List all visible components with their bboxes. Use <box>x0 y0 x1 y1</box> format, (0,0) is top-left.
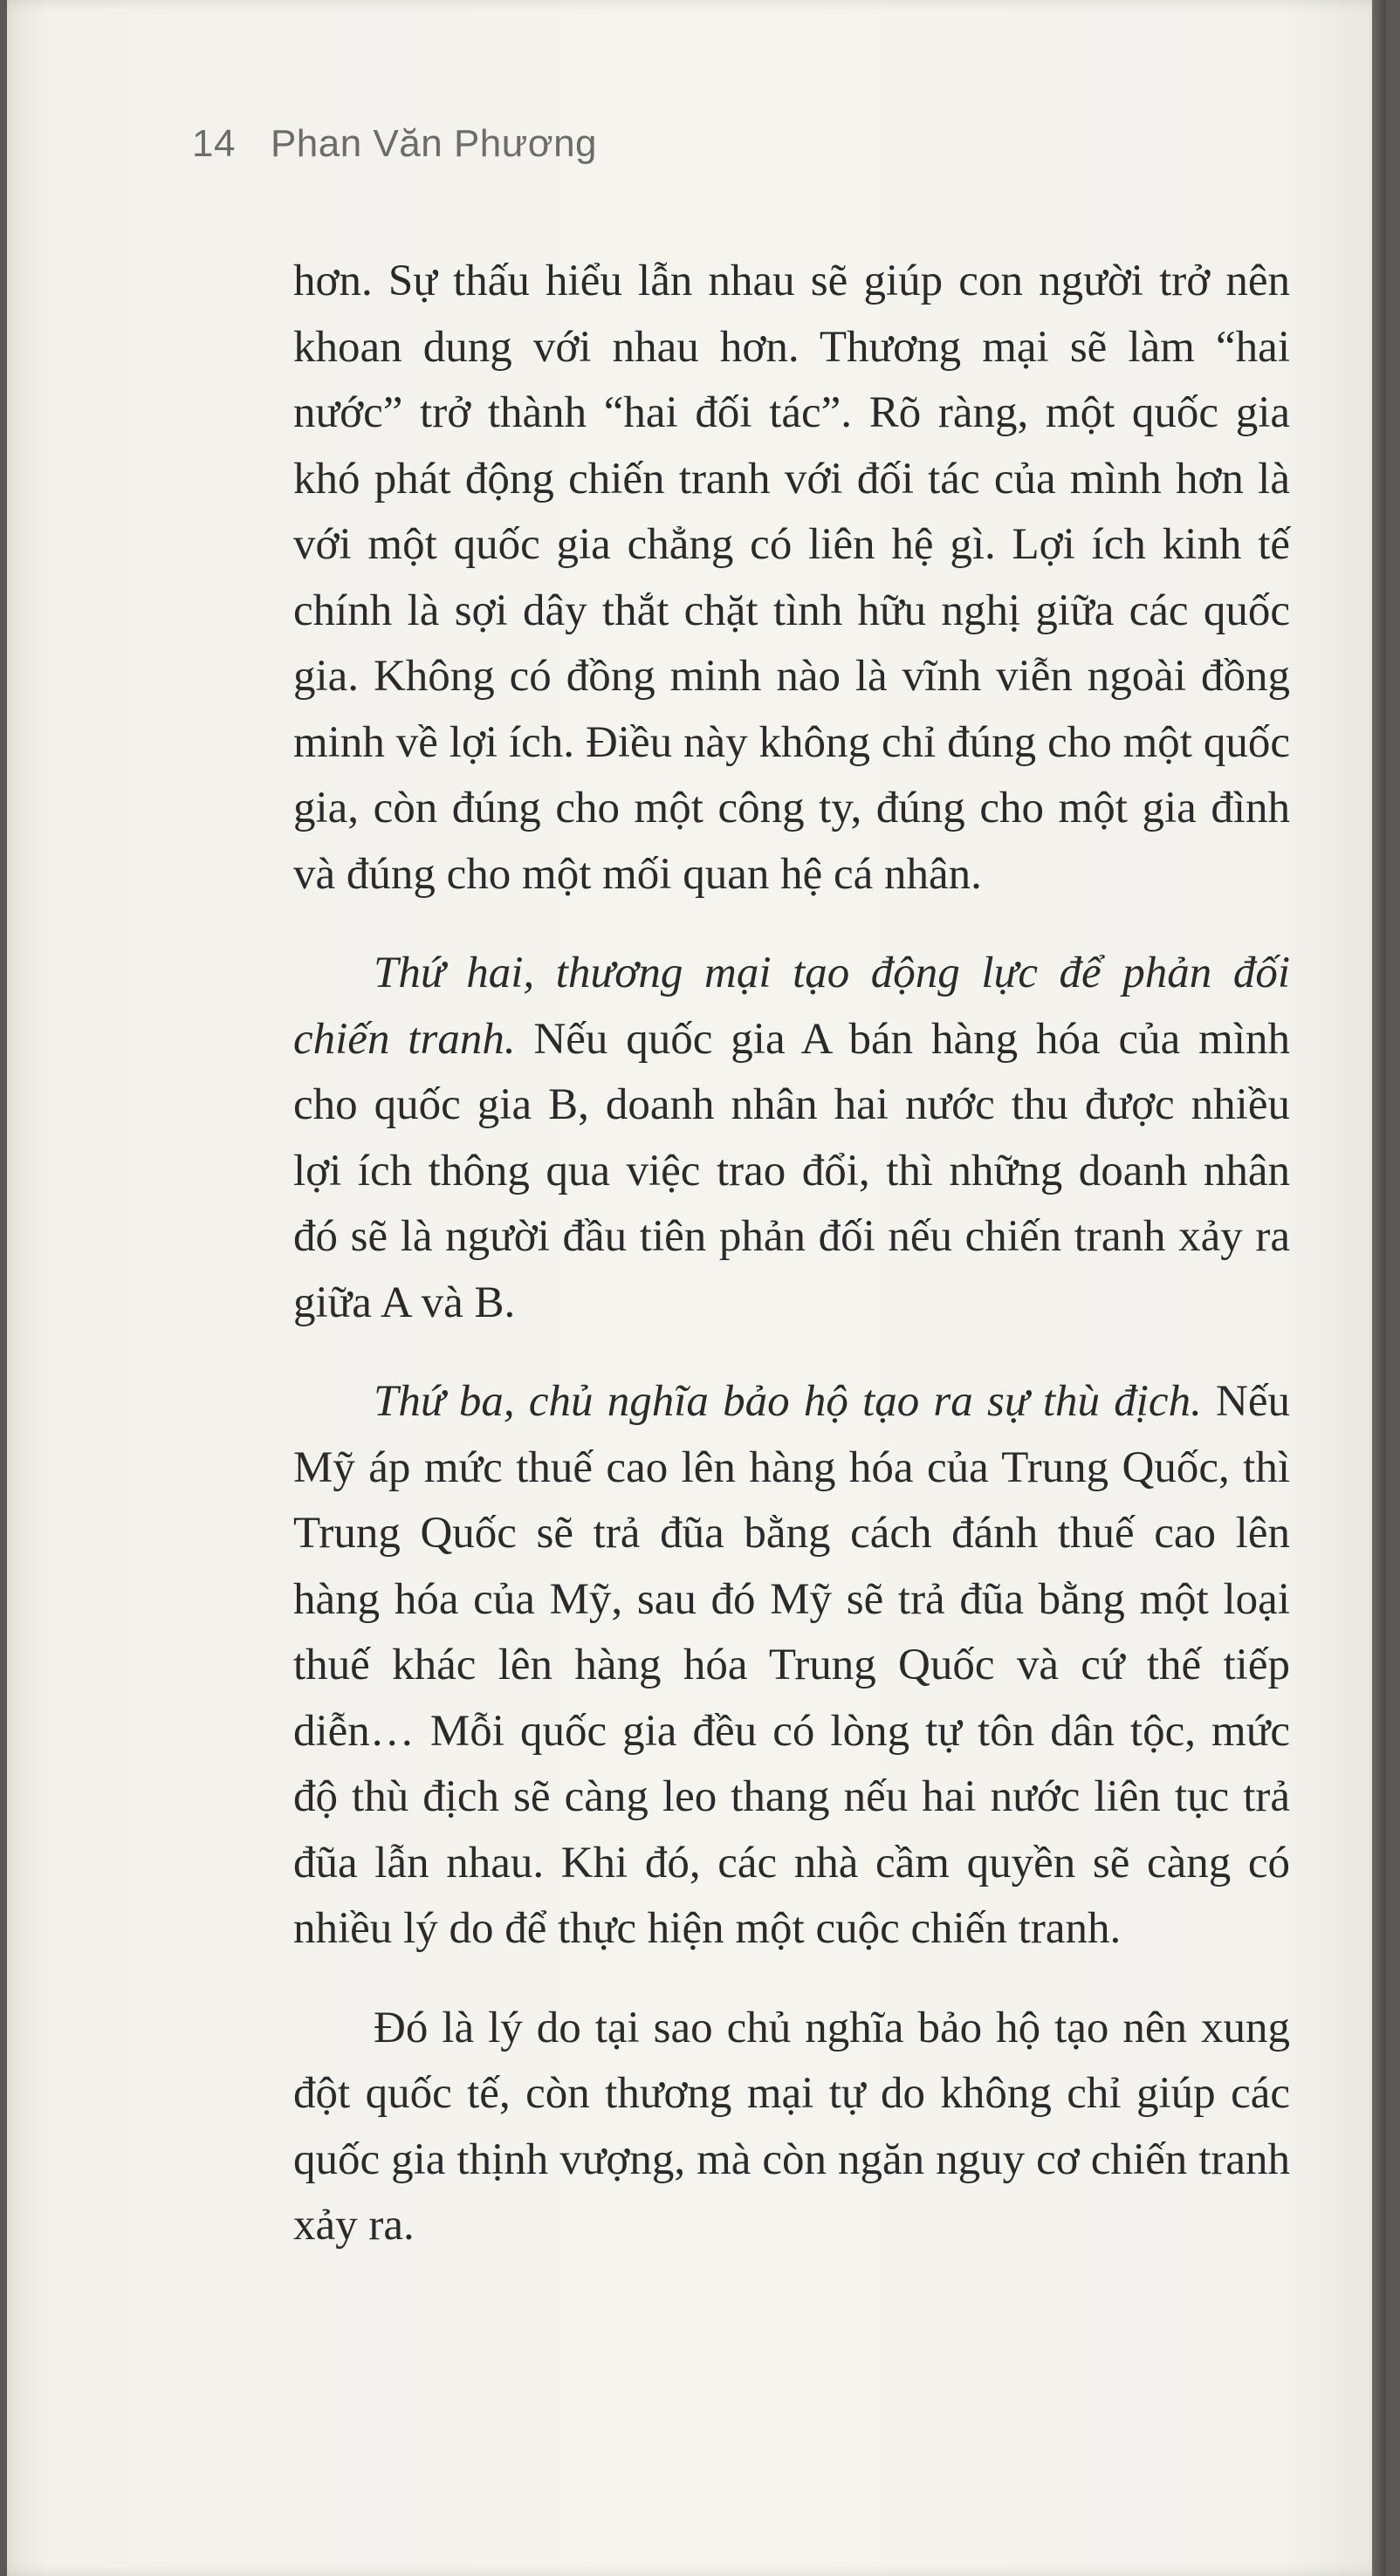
paragraph-3 <box>293 1369 1290 1963</box>
paragraph-3-text: Nếu Mỹ áp mức thuế cao lên hàng hóa của Trung Quốc, thì Trung Quốc sẽ trả đũa bằng cách đánh thuế cao lên hàng hóa của Mỹ, sau đó Mỹ sẽ trả đũa bằng một loại thuế khác lên hàng hóa Trung Quốc và cứ thế tiếp diễn… Mỗi quốc gia đều có lòng tự tôn dân tộc, mức độ thù địch sẽ càng leo thang nếu hai nước liên tục trả đũa lẫn nhau. Khi đó, các nhà cầm quyền sẽ càng có nhiều lý do để thực hiện một cuộc chiến tranh. <box>293 1377 1291 1953</box>
paragraph-4 <box>293 1996 1290 2259</box>
paragraph-2 <box>293 941 1290 1336</box>
paragraph-1 <box>293 249 1290 908</box>
page-edge-shadow <box>1372 0 1386 2576</box>
body-text <box>293 249 1290 2259</box>
page-number: 14 <box>192 122 236 165</box>
paragraph-4-text: Đó là lý do tại sao chủ nghĩa bảo hộ tạo nên xung đột quốc tế, còn thương mại tự do không chỉ giúp các quốc gia thịnh vượng, mà còn ngăn nguy cơ chiến tranh xảy ra. <box>293 2003 1290 2250</box>
paragraph-1-text: hơn. Sự thấu hiểu lẫn nhau sẽ giúp con người trở nên khoan dung với nhau hơn. Thương mại sẽ làm “hai nước” trở thành “hai đối tác”. Rõ ràng, một quốc gia khó phát động chiến tranh với đối tác của mình hơn là với một quốc gia chẳng có liên hệ gì. Lợi ích kinh tế chính là sợi dây thắt chặt tình hữu nghị giữa các quốc gia. Không có đồng minh nào là vĩnh viễn ngoài đồng minh về lợi ích. Điều này không chỉ đúng cho một quốc gia, còn đúng cho một công ty, đúng cho một gia đình và đúng cho một mối quan hệ cá nhân. <box>293 257 1290 899</box>
paragraph-2-text: Nếu quốc gia A bán hàng hóa của mình cho quốc gia B, doanh nhân hai nước thu được nhiều lợi ích thông qua việc trao đổi, thì những doanh nhân đó sẽ là người đầu tiên phản đối nếu chiến tranh xảy ra giữa A và B. <box>293 1014 1290 1327</box>
paragraph-2-italic-lead: Thứ hai, thương mại tạo động lực để phản đối chiến tranh. <box>293 949 1290 1064</box>
author-name: Phan Văn Phương <box>270 122 598 165</box>
book-page <box>7 0 1386 2576</box>
paragraph-3-italic-lead: Thứ ba, chủ nghĩa bảo hộ tạo ra sự thù địch. <box>374 1377 1202 1426</box>
running-header <box>192 122 597 166</box>
